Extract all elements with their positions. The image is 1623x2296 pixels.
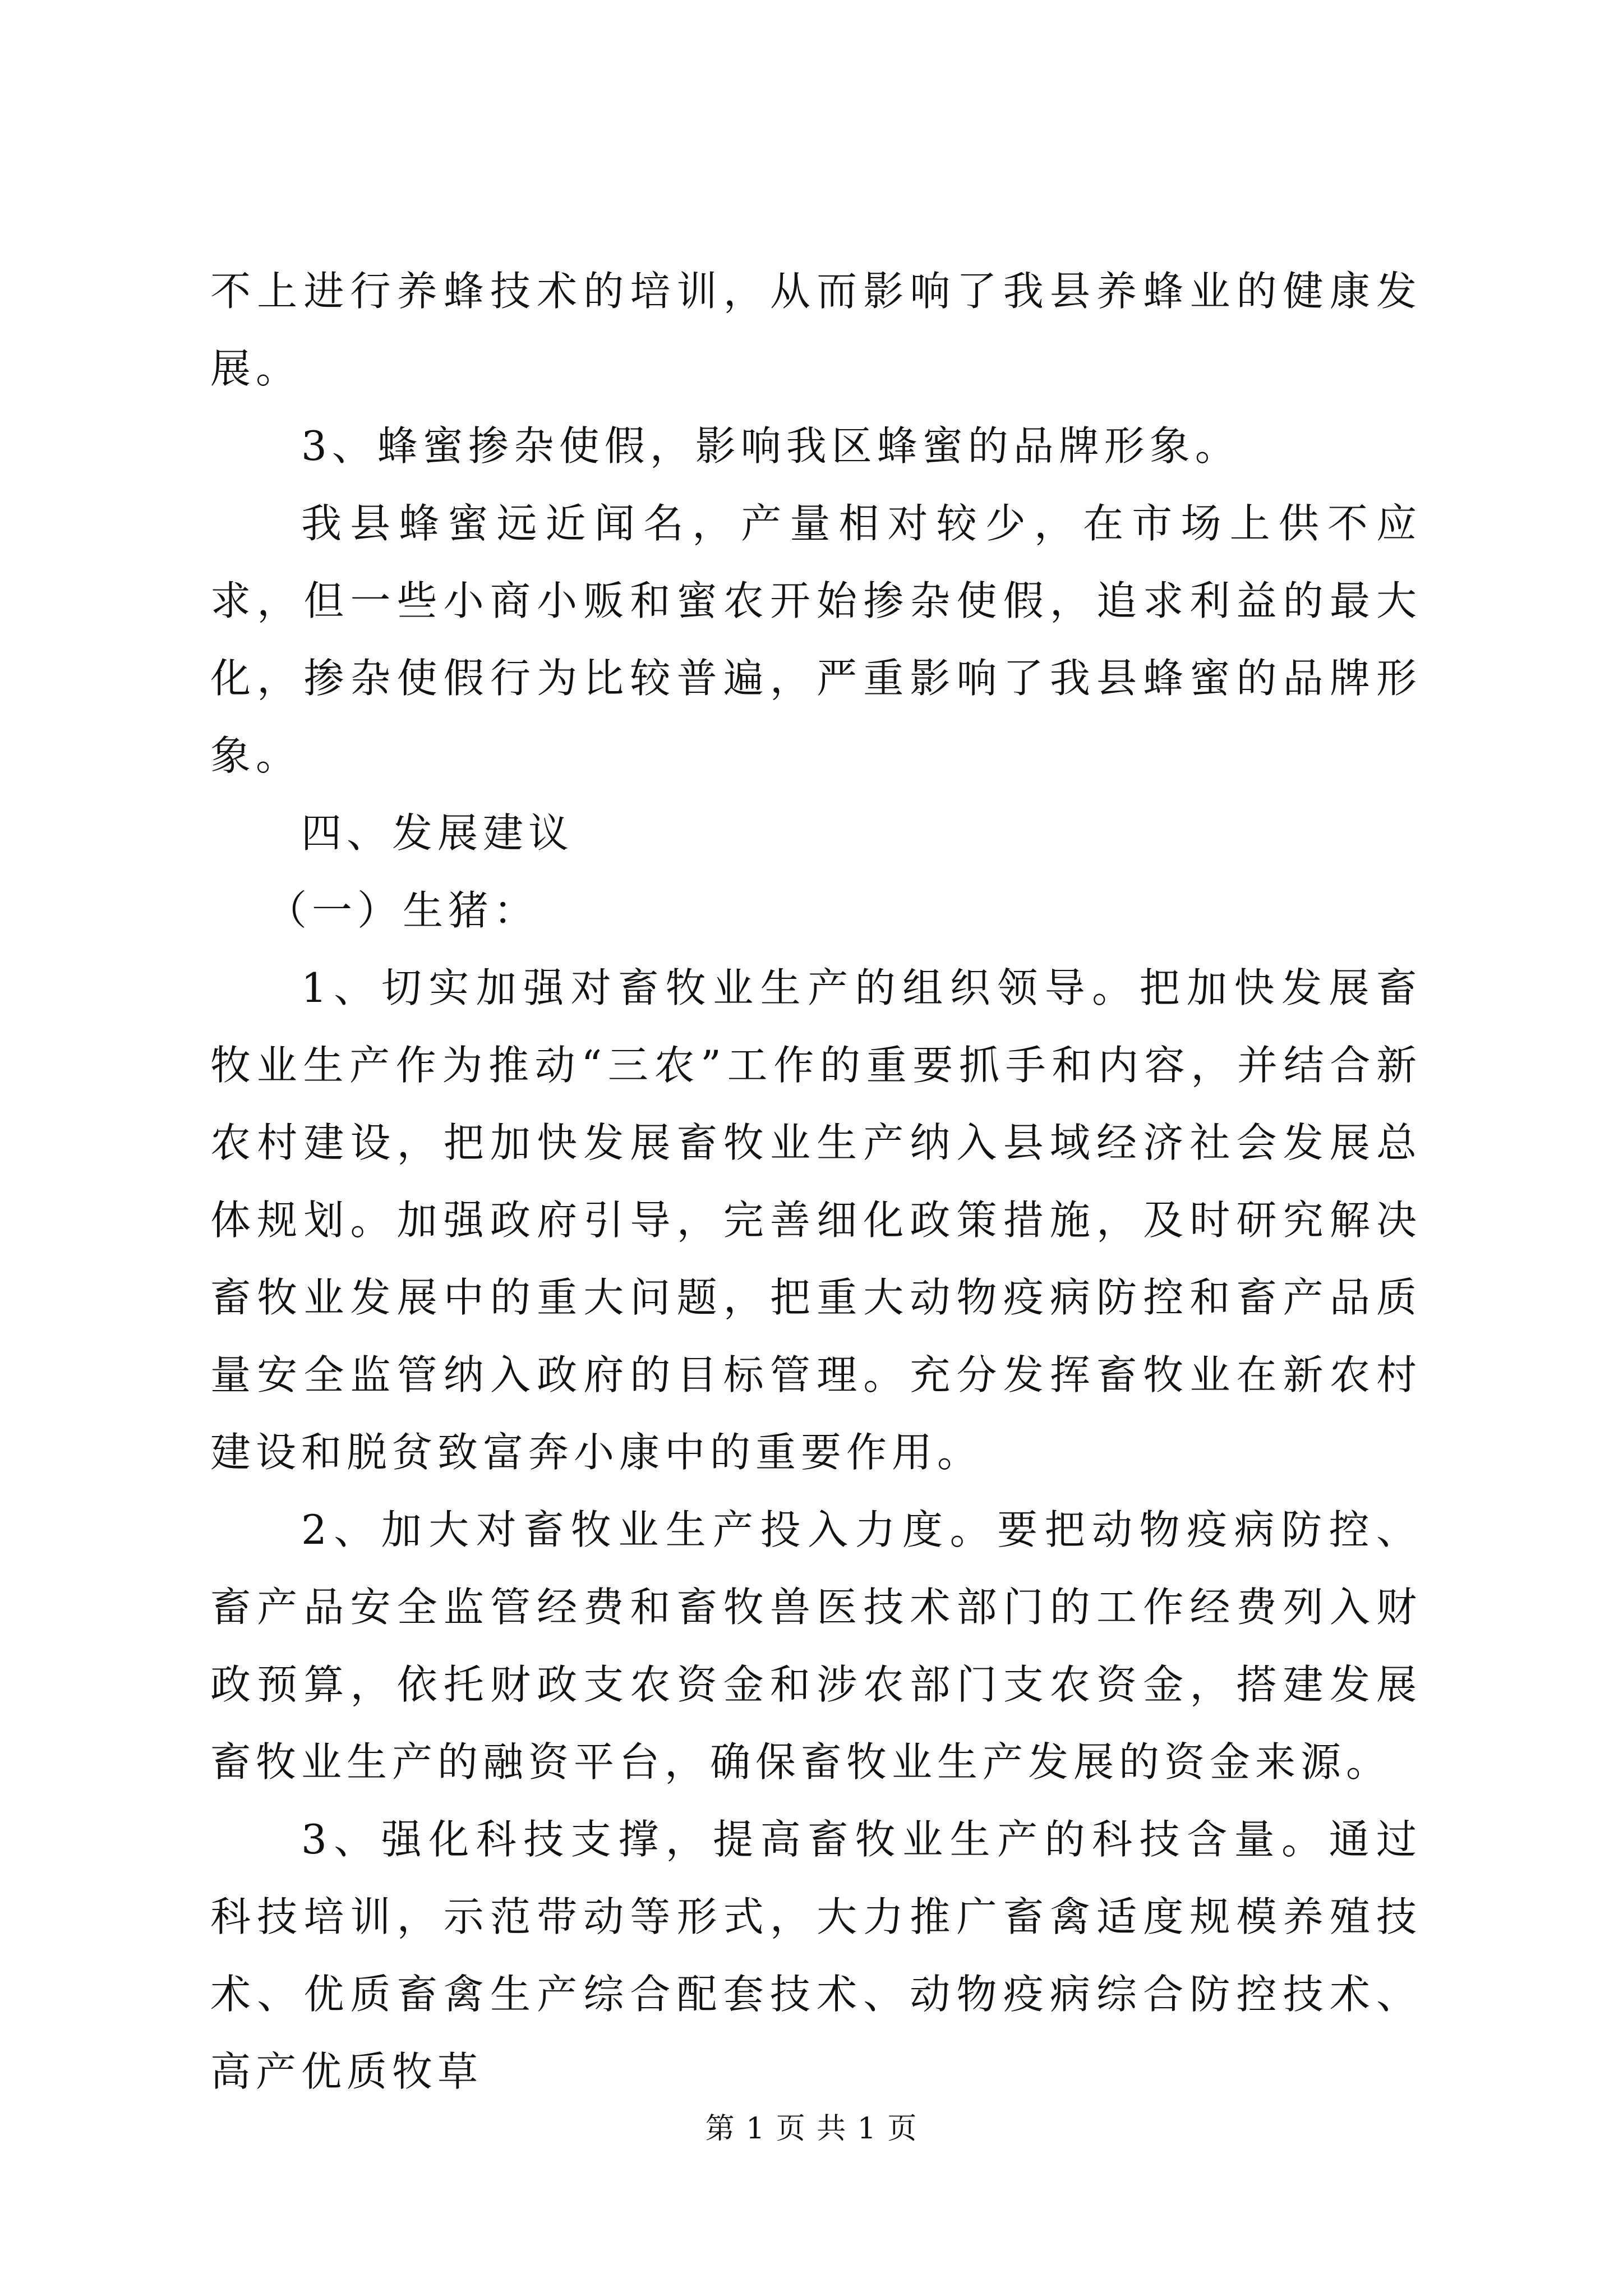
paragraph-suggestion-2: 2、加大对畜牧业生产投入力度。要把动物疫病防控、畜产品安全监管经费和畜牧兽医技术部门的工作经费列入财政预算，依托财政支农资金和涉农部门支农资金，搭建发展畜牧业生产的融资平台，确保畜牧业生产发展的资金来源。 xyxy=(210,1506,1422,1786)
subsection-heading-pigs: （一）生猪： xyxy=(266,887,540,934)
document-body xyxy=(210,252,1422,2110)
paragraph-suggestion-3: 3、强化科技支撑，提高畜牧业生产的科技含量。通过科技培训，示范带动等形式，大力推广畜禽适度规模养殖技术、优质畜禽生产综合配套技术、动物疫病综合防控技术、高产优质牧草 xyxy=(210,1816,1422,2095)
paragraph-item-3-heading: 3、蜂蜜掺杂使假，影响我区蜂蜜的品牌形象。 xyxy=(301,422,1241,470)
section-heading-development-suggestions: 四、发展建议 xyxy=(301,809,574,857)
paragraph-continuation: 不上进行养蜂技术的培训，从而影响了我县养蜂业的健康发展。 xyxy=(210,268,1422,392)
paragraph-honey-adulteration: 我县蜂蜜远近闻名，产量相对较少，在市场上供不应求，但一些小商小贩和蜜农开始掺杂使假，追求利益的最大化，掺杂使假行为比较普遍，严重影响了我县蜂蜜的品牌形象。 xyxy=(210,500,1422,779)
paragraph-suggestion-1: 1、切实加强对畜牧业生产的组织领导。把加快发展畜牧业生产作为推动“三农”工作的重要抓手和内容，并结合新农村建设，把加快发展畜牧业生产纳入县域经济社会发展总体规划。加强政府引导，完善细化政策措施，及时研究解决畜牧业发展中的重大问题，把重大动物疫病防控和畜产品质量安全监管纳入政府的目标管理。充分发挥畜牧业在新农村建设和脱贫致富奔小康中的重要作用。 xyxy=(210,964,1422,1476)
page-footer: 第 1 页 共 1 页 xyxy=(705,2112,918,2146)
